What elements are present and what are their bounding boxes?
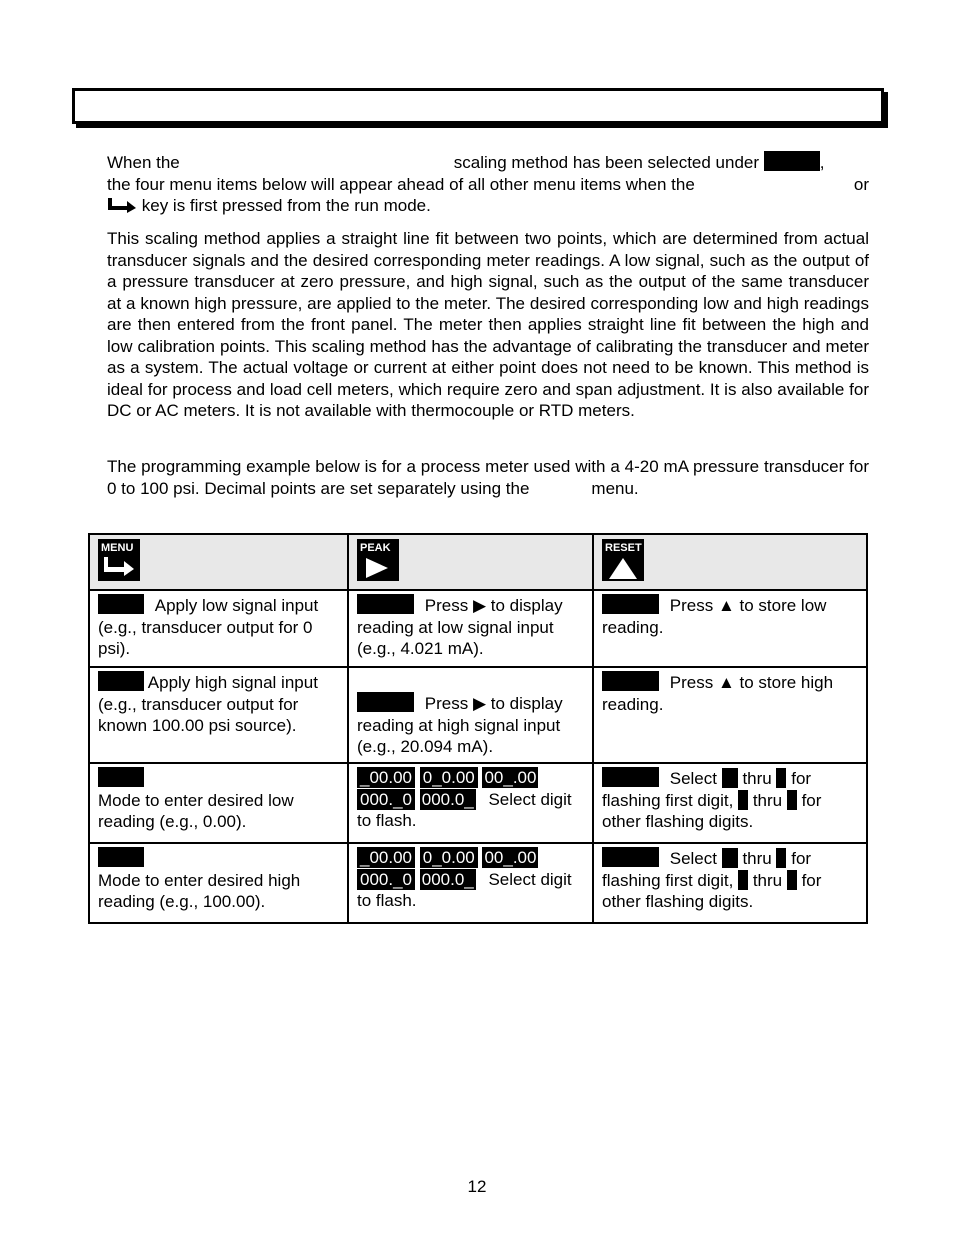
- intro-text-2: scaling method has been selected under: [453, 153, 760, 172]
- intro-text-1: When the: [107, 153, 180, 172]
- menu-display-label: [764, 151, 820, 171]
- page-number: 12: [467, 1177, 487, 1196]
- reset-key-icon: RESET: [602, 539, 644, 581]
- digit-display: 00_.00: [484, 848, 537, 867]
- display-label: [602, 767, 659, 787]
- digit-display: 000.0_: [421, 869, 474, 889]
- digit-display: 000._0: [357, 789, 415, 810]
- row3-step-cell: Mode to enter desired low reading (e.g., 0.00).: [89, 763, 348, 843]
- display-label: [602, 594, 659, 614]
- intro-paragraph: When the scaling method has been selected under , the four menu items below will appear ahead of all other menu items when the or key is first pressed from the run mode.: [107, 151, 869, 219]
- up-triangle-icon: ▲: [717, 596, 735, 615]
- section-title-box: [72, 88, 884, 124]
- row4-reset-cell: Select thru for flashing first digit, thru for other flashing digits.: [593, 843, 867, 923]
- up-triangle-icon: ▲: [717, 673, 735, 692]
- intro-text-3: the four menu items below will appear ahead of all other menu items when the: [107, 174, 695, 194]
- table-header-row: [89, 534, 867, 590]
- digit-block: [787, 870, 797, 890]
- digit-block: [722, 848, 738, 868]
- digit-display: 000.0_: [421, 789, 474, 809]
- header-peak-cell: [348, 534, 593, 590]
- table-row: [89, 667, 867, 763]
- right-triangle-icon: ▶: [472, 596, 487, 615]
- right-triangle-icon: [362, 556, 392, 580]
- display-label: [98, 594, 144, 614]
- display-label: [98, 767, 144, 787]
- digit-display: 0_0.00: [420, 847, 478, 868]
- row3-peak-cell: _00.00 0_0.00 00_.00 000._0 000.0_ Select digit to flash.: [348, 763, 593, 843]
- digit-display: _00.00: [357, 767, 415, 788]
- row4-peak-cell: _00.00 0_0.00 00_.00 000._0 000.0_ Select digit to flash.: [348, 843, 593, 923]
- header-reset-cell: [593, 534, 867, 590]
- display-label: [98, 847, 144, 867]
- table-row: [89, 843, 867, 923]
- row1-peak-cell: Press ▶ to display reading at low signal input (e.g., 4.021 mA).: [348, 590, 593, 667]
- digit-block: [722, 768, 738, 788]
- digit-block: [738, 790, 748, 810]
- display-label: [98, 671, 144, 691]
- row4-step-cell: Mode to enter desired high reading (e.g., 100.00).: [89, 843, 348, 923]
- digit-block: [776, 848, 786, 868]
- digit-block: [787, 790, 797, 810]
- display-label: [602, 671, 659, 691]
- table-row: [89, 763, 867, 843]
- display-label: [357, 692, 414, 712]
- row3-reset-cell: Select thru for flashing first digit, thru for other flashing digits.: [593, 763, 867, 843]
- display-label: [602, 847, 659, 867]
- digit-display: 0_0.00: [420, 767, 478, 788]
- digit-block: [776, 768, 786, 788]
- up-triangle-icon: [607, 556, 639, 580]
- row1-step-cell: Apply low signal input (e.g., transducer output for 0 psi).: [89, 590, 348, 667]
- row2-step-cell: Apply high signal input (e.g., transducer output for known 100.00 psi source).: [89, 667, 348, 763]
- row2-peak-cell: Press ▶ to display reading at high signal input (e.g., 20.094 mA).: [348, 667, 593, 763]
- table-row: [89, 590, 867, 667]
- digit-display: 000._0: [357, 869, 415, 890]
- row1-reset-cell: Press ▲ to store low reading.: [593, 590, 867, 667]
- method-description-paragraph: This scaling method applies a straight line fit between two points, which are determined from actual transducer signals and the desired corresponding meter readings. A low signal, such as the output of a pressure transducer at zero pressure, and high signal, such as the output of the same transducer at a known high pressure, are applied to the meter. The desired corresponding low and high readings are then entered from the front panel. The meter then applies straight line fit between the high and low calibration points. This scaling method has the advantage of calibrating the transducer and meter as a system. The actual voltage or current at either point does not need to be known. This method is ideal for process and load cell meters, which require zero and span adjustment. It is also available for DC or AC meters. It is not available with thermocouple or RTD meters.: [107, 229, 869, 420]
- display-label: [357, 594, 414, 614]
- digit-display: 00_.00: [484, 768, 537, 787]
- programming-table: [88, 533, 868, 924]
- digit-display: _00.00: [357, 847, 415, 868]
- digit-block: [738, 870, 748, 890]
- right-triangle-icon: ▶: [472, 694, 487, 713]
- row2-reset-cell: Press ▲ to store high reading.: [593, 667, 867, 763]
- intro-text-4: key is first pressed from the run mode.: [141, 196, 431, 215]
- example-paragraph: The programming example below is for a process meter used with a 4-20 mA pressure transducer for 0 to 100 psi. Decimal points are set separately using the menu.: [107, 457, 869, 498]
- peak-key-icon: PEAK: [357, 539, 399, 581]
- header-menu-cell: [89, 534, 348, 590]
- menu-arrow-icon: [103, 556, 135, 576]
- menu-arrow-icon: [107, 197, 137, 219]
- menu-key-icon: MENU: [98, 539, 140, 581]
